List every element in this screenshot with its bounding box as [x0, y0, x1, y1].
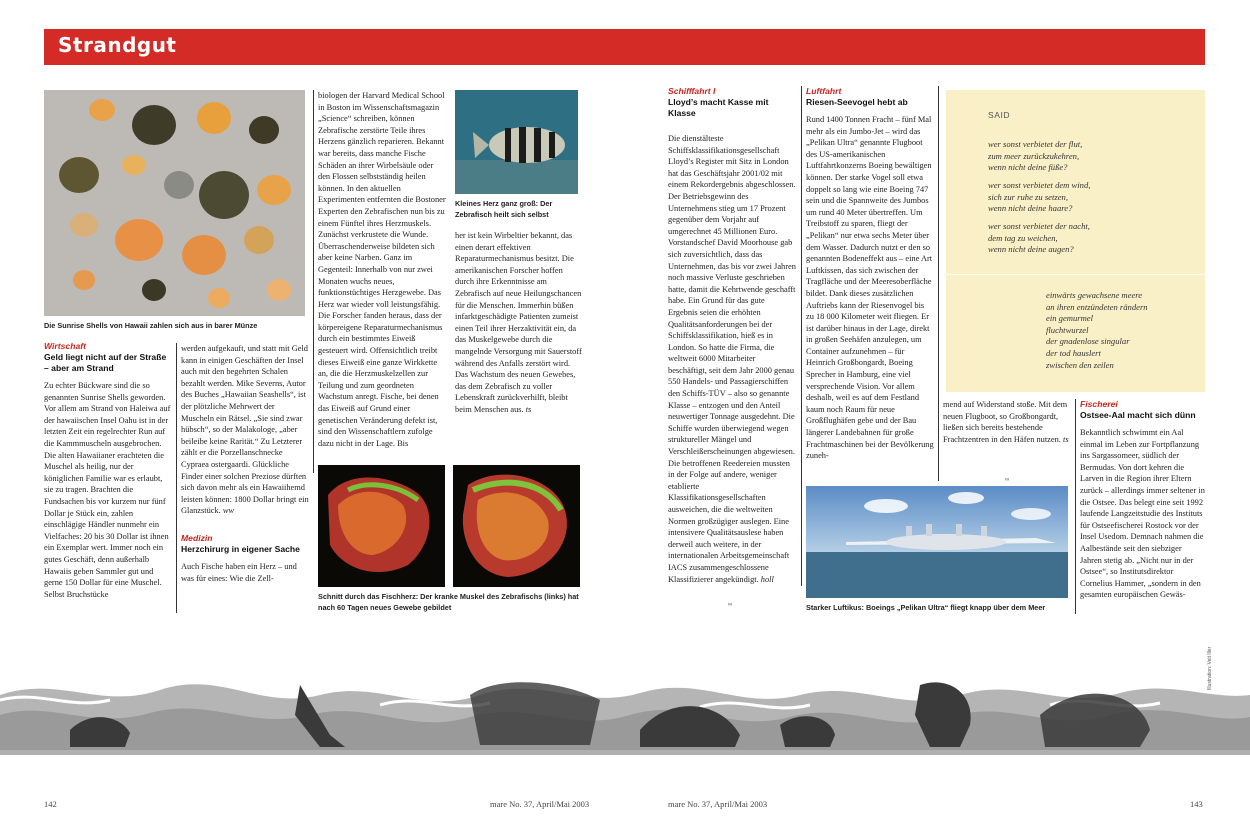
wirtschaft-kicker: Wirtschaft — [44, 341, 86, 351]
zebrafish-image — [455, 90, 578, 194]
pelikan-plane-photo — [806, 486, 1068, 598]
waves-illustration — [0, 655, 1250, 785]
wirtschaft-column — [44, 341, 172, 621]
sea-illustration — [0, 655, 1250, 785]
column-rule — [176, 343, 177, 613]
left-page-number: 142 — [44, 799, 57, 809]
heart-left-photo — [318, 465, 445, 587]
fischerei-column — [1080, 399, 1205, 621]
pelikan-ultra-image — [806, 486, 1068, 598]
heart-right-photo — [453, 465, 580, 587]
luftfahrt-column — [806, 86, 934, 482]
column-rule — [938, 86, 939, 481]
poem-author: SAID — [988, 110, 1011, 120]
medizin-column — [318, 90, 446, 462]
column-rule — [801, 86, 802, 586]
wirtschaft-body-2: werden aufgekauft, und statt mit Geld kann in einigen Geschäften der Insel auch mit den begehrten Schalen bezahlt werden. Mike Severns, Autor des Buches „Hawaiian Seashells“, ist der plötzliche Mehrwert der Muscheln ein Rätsel. „Sie sind zwar hübsch“, so der Malakologe, „aber beileibe keine Rarität.“ Zu Letzterer zählt er die Porzellanschnecke Cypraea ostergaardi. Glückliche Finder einer solchen Preziose dürften sich davon mehr als ein Hawaiihemd leisten können: 1800 Dollar bringt ein Glanzstück. — [181, 344, 309, 516]
column-end-ornament: ∞ — [728, 602, 733, 608]
illustration-credit: Illustration: Veit Iller — [1207, 646, 1213, 690]
column-rule — [1075, 399, 1076, 614]
shells-caption: Die Sunrise Shells von Hawaii zahlen sich aus in barer Münze — [44, 321, 258, 330]
wirtschaft-signature: ww — [222, 506, 235, 516]
poem-stanza-1: wer sonst verbietet der flut, zum meer zurückzukehren, wenn nicht deine füße? — [988, 139, 1083, 173]
medizin-headline: Herzchirurg in eigener Sache — [181, 543, 300, 554]
schifffahrt-headline: Lloyd’s macht Kasse mit Klasse — [668, 97, 769, 118]
column-rule — [313, 90, 314, 473]
shells-photo — [44, 90, 305, 316]
heart-regenerated-image — [453, 465, 580, 587]
fish-caption: Kleines Herz ganz groß: Der Zebrafisch heilt sich selbst — [455, 199, 553, 219]
poem-stanza-4: einwärts gewachsene meere an ihren entzündeten rändern ein gemurmel fluchtwurzel der gnadenlose singular der tod hauslert zwischen den zeilen — [1046, 290, 1148, 370]
fischerei-body: Bekanntlich schwimmt ein Aal einmal im Leben zur Fortpflanzung ins Sargassomeer, südlich der Bermudas. Von dort kehren die Larven in die Region ihrer Eltern zurück – allerdings immer seltener in die Ostsee. Das belegt eine seit 1992 laufende Langzeitstudie des Instituts für Ostseefischerei Rostock vor der Insel Usedom. Demnach nahmen die Aalbestände seit den siebziger Jahren stetig ab. „Nicht nur in der Ostsee“, so Institutsdirektor Cornelius Hammer, „sondern in den gesamten europäischen Gewäs- — [1080, 428, 1205, 600]
section-title: Strandgut — [58, 33, 177, 57]
schifffahrt-signature: holl — [760, 574, 774, 584]
medizin-kicker: Medizin — [181, 532, 213, 543]
medizin-body-3: her ist kein Wirbeltier bekannt, das einen derart effektiven Reparaturmechanismus besitzt. Die amerikanischen Forscher hoffen durch ihre Erkenntnisse am Zebrafisch auf neue Heilungschancen für die Menschen. Immerhin büßen infarktgeschädigte Patienten zumeist einen Teil ihrer Herzaktivität ein, da das Muskelgewebe durch die mangelnde Versorgung mit Sauerstoff während des Anfalls zerstört wird. Das Wachstum des neuen Gewebes, das dem Zebrafisch zu voller Lebenskraft zurückverhilft, bleibt beim Menschen aus. — [455, 231, 582, 414]
luftfahrt-signature: ts — [1063, 434, 1069, 444]
luftfahrt-body-1: Rund 1400 Tonnen Fracht – fünf Mal mehr als ein Jumbo-Jet – wird das „Pelikan Ultra“ genannte Flugboot des US-amerikanischen Luftfahrtkonzerns Boeing bewältigen können. Der starke Vogel soll etwa doppelt so lang wie eine Boeing 747 sein und die Spannweite des Jumbos um rund 40 Meter übertreffen. Um Treibstoff zu sparen, fliegt der „Pelikan“ nur etwa sechs Meter über dem Wasser. Dadurch nutzt er den so genannten Bodeneffekt aus – eine Art Luftkissen, das sich zwischen der Tragfläche und der Meeresoberfläche bildet. Dank dieses zusätzlichen Auftriebs kann der Riesenvogel bis zu 18 000 Kilometer weit fliegen. Er ist darüber hinaus in der Lage, direkt in großen Seehäfen anzulegen, um Container aufzunehmen – für Heinrich Großbongardt, Boeing Sprecher in Hamburg, eine viel versprechende Vision. Vor allem deshalb, weil es auf dem Festland kaum noch Raum für neue Großflughäfen gebe und der Bau längerer Landebahnen für große Frachtmaschinen bei der Bevölkerung zuneh- — [806, 115, 934, 461]
left-issue-line: mare No. 37, April/Mai 2003 — [490, 799, 590, 809]
right-issue-line: mare No. 37, April/Mai 2003 — [668, 799, 768, 809]
medizin-body-1: Auch Fische haben ein Herz – und was für eines: Wie die Zell- — [181, 561, 297, 583]
luftfahrt-continuation-column — [943, 399, 1071, 479]
section-banner — [44, 29, 1205, 65]
wirtschaft-headline: Geld liegt nicht auf der Straße – aber am Strand — [44, 352, 167, 373]
medizin-signature: ts — [525, 404, 532, 414]
poem-stanza-2: wer sonst verbietet dem wind, sich zur ruhe zu setzen, wenn nicht deine haare? — [988, 180, 1091, 214]
column-end-ornament: ∞ — [1005, 477, 1010, 483]
medizin-body-2: biologen der Harvard Medical School in Boston im Wissenschaftsmagazin „Science“ schreiben, können Zebrafische zerstörte Teile ihres Herzens gänzlich reparieren. Bekannt war bereits, dass manche Fische Schäden an ihrer Wirbelsäule oder den Flossen selbstständig heilen können. In den aktuellen Experimenten entfernten die Bostoner Experten den Zebrafischen nun bis zu einem Fünftel ihres Herzmuskels. Zunächst verkrustete die Wunde. Überraschenderweise bildeten sich aber keine Narben. Ganz im Gegenteil: Innerhalb von nur zwei Monaten wuchs neues, funktionstüchtiges Herzgewebe. Das Herz war wieder voll leistungsfähig. Die Forscher fanden heraus, dass der körpereigene Reparaturmechanismus durch ein bestimmtes Eiweiß gesteuert wird. Offensichtlich treibt dieses Eiweiß eine ganze Wirkkette an, die die Herzmuskelzellen zur Teilung und zum geordneten Wachstum anregt. Fische, bei denen das Eiweiß auf Grund einer genetischen Veränderung defekt ist, sind den Wissenschaftlern zufolge dazu nicht in der Lage. Bis — [318, 91, 446, 448]
luftfahrt-kicker: Luftfahrt — [806, 86, 842, 96]
fischerei-headline: Ostsee-Aal macht sich dünn — [1080, 410, 1196, 420]
schifffahrt-column — [668, 86, 796, 592]
column-end-ornament: ∞ — [512, 476, 517, 482]
fischerei-kicker: Fischerei — [1080, 399, 1118, 409]
medizin-continuation-column — [455, 230, 582, 465]
plane-caption: Starker Luftikus: Boeings „Pelikan Ultra“ fliegt knapp über dem Meer — [806, 603, 1046, 612]
poem-stanza-3: wer sonst verbietet der nacht, dem tag zu weichen, wenn nicht deine augen? — [988, 221, 1090, 255]
wirtschaft-continuation-column — [181, 343, 309, 623]
schifffahrt-body: Die dienstälteste Schiffsklassifikationsgesellschaft Lloyd’s Register mit Sitz in London hat das Geschäftsjahr 2001/02 mit einem Rekordergebnis abgeschlossen. Der Betriebsgewinn des Unternehmens stieg um 17 Prozent gegenüber dem Vorjahr auf umgerechnet 45 Millionen Euro. Vorstandschef David Moorhouse gab sich zuversichtlich, dass das Unternehmen, das bis vor zwei Jahren noch massive Verluste geschrieben hatte, damit die Kehrtwende geschafft habe. Ein Grund für das gute Ergebnis seien die erhöhten Qualitätsanforderungen bei der Schiffsklassifikation, hieß es in London. So hatte die Firma, die weltweit 6000 Mitarbeiter beschäftigt, seit dem Jahr 2000 genau 550 Handels- und Passagierschiffen den Schiffs-TÜV – also so genannte Klasse – entzogen und den Anteil neuwertiger Tonnage ausgedehnt. Die Schiffe wurden überwiegend wegen struktureller Mängel und Verschleißerscheinungen abgewiesen. Die betroffenen Reedereien mussten in der Folge auf andere, weniger etablierte Klassifikationsgesellschaften ausweichen, die die weltweiten Normen großzügiger auslegen. Eine intensivere Qualitätsauslese haben derweil auch weitere, in der internationalen Arbeitsgemeinschaft IACS zusammengeschlossene Klassifizierer angekündigt. — [668, 134, 796, 584]
luftfahrt-body-2: mend auf Widerstand stoße. Mit dem neuen Flugboot, so Großbongardt, ließen sich bereits bestehende Frachtzentren in den Häfen nutzen. — [943, 400, 1068, 444]
right-page-number: 143 — [1190, 799, 1203, 809]
seashells-image — [44, 90, 305, 316]
zebrafish-photo — [455, 90, 578, 194]
wirtschaft-body-1: Zu echter Bückware sind die so genannten Sunrise Shells geworden. Vor allem am Strand von Haleiwa auf der hawaiischen Insel Oahu ist in der letzten Zeit ein regelrechter Run auf die Kammmuscheln ausgebrochen. Die alten Hawaiianer erachteten die Muschel als heilig, nur der königlichen Familie war es erlaubt, sie zu tragen. Brachten die Fundsachen bis vor kurzem nur fünf Dollar je Stück ein, zahlen einschlägige Händler nunmehr ein Vielfaches: 20 bis 30 Dollar ist ihnen ein Exemplar wert. Immer noch ein gutes Geschäft, denn außerhalb Hawaiis geben Sammler gut und gerne 150 Dollar für eine Muschel. Selbst Bruchstücke — [44, 381, 171, 599]
luftfahrt-headline: Riesen-Seevogel hebt ab — [806, 97, 908, 107]
poem-divider — [946, 274, 1205, 275]
schifffahrt-kicker: Schifffahrt I — [668, 86, 716, 96]
heart-diseased-image — [318, 465, 445, 587]
heart-caption: Schnitt durch das Fischherz: Der kranke Muskel des Zebrafischs (links) hat nach 60 Tagen neues Gewebe gebildet — [318, 592, 579, 612]
poem-box — [946, 90, 1205, 392]
